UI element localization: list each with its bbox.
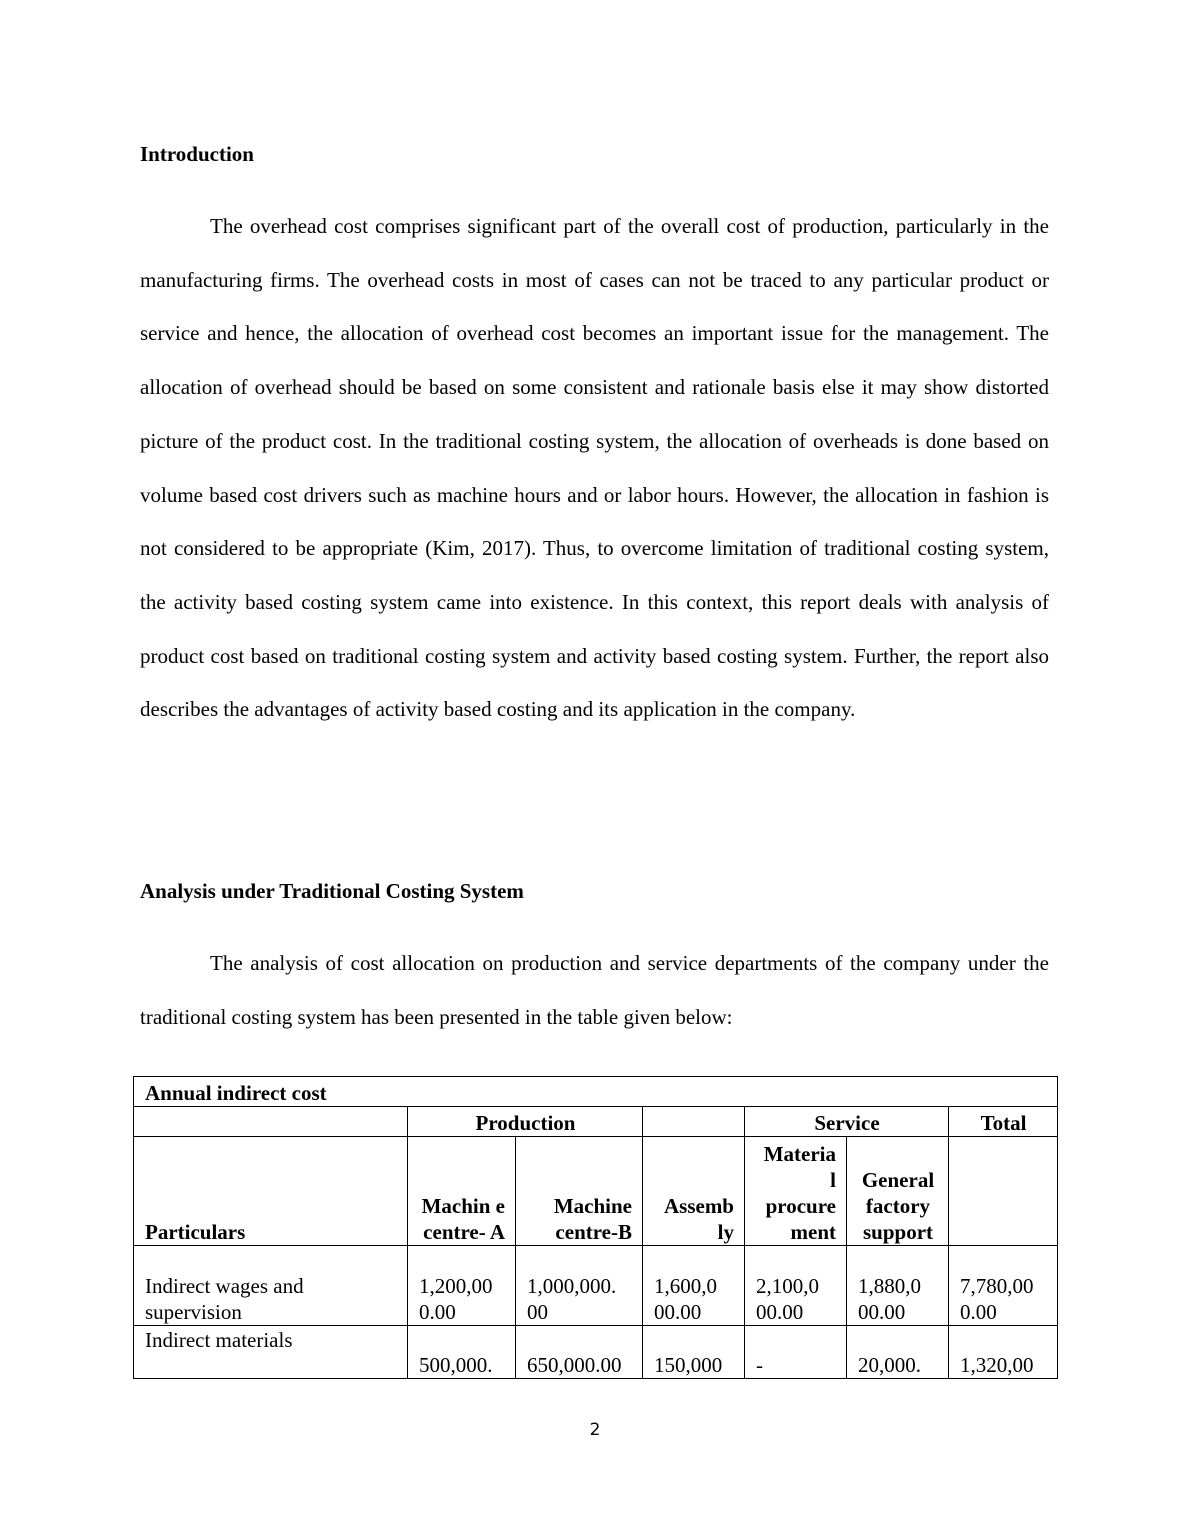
assembly-value: 150,000 [643,1326,745,1379]
annual-indirect-cost-table [133,1076,1058,1379]
machine-b-value: 1,000,000. 00 [516,1246,643,1326]
machine-b-value: 650,000.00 [516,1326,643,1379]
machine-b-header: Machine centre-B [516,1137,643,1246]
table-empty-cell [949,1137,1058,1246]
table-title: Annual indirect cost [134,1077,1058,1107]
table-empty-cell [134,1107,408,1137]
table-row [134,1326,1058,1379]
machine-a-value: 1,200,00 0.00 [408,1246,516,1326]
particulars-header: Particulars [134,1137,408,1246]
introduction-paragraph: The overhead cost comprises significant part of the overall cost of production, particularly in the manufacturing firms. The overhead costs in most of cases can not be traced to any particular product or service and hence, the allocation of overhead cost becomes an important issue for the management. The allocation of overhead should be based on some consistent and rationale basis else it may show distorted picture of the product cost. In the traditional costing system, the allocation of overheads is done based on volume based cost drivers such as machine hours and or labor hours. However, the allocation in fashion is not considered to be appropriate (Kim, 2017). Thus, to overcome limitation of traditional costing system, the activity based costing system came into existence. In this context, this report deals with analysis of product cost based on traditional costing system and activity based costing system. Further, the report also describes the advantages of activity based costing and its application in the company. [140,214,1049,722]
assembly-value: 1,600,0 00.00 [643,1246,745,1326]
total-group-header: Total [949,1107,1058,1137]
machine-a-header: Machin e centre- A [408,1137,516,1246]
analysis-paragraph: The analysis of cost allocation on production and service departments of the company under the traditional costing system has been presented in the table given below: [140,951,1049,1029]
general-factory-support-value: 20,000. [847,1326,949,1379]
service-group-header: Service [745,1107,949,1137]
row-label: Indirect wages and supervision [134,1246,408,1326]
material-procurement-value: 2,100,0 00.00 [745,1246,847,1326]
production-group-header: Production [408,1107,643,1137]
analysis-heading: Analysis under Traditional Costing System [140,879,524,903]
general-factory-support-header: General factory support [847,1137,949,1246]
machine-a-value: 500,000. [408,1326,516,1379]
page-number: 2 [589,1420,601,1440]
table-row [134,1246,1058,1326]
general-factory-support-value: 1,880,0 00.00 [847,1246,949,1326]
total-value: 7,780,00 0.00 [949,1246,1058,1326]
total-value: 1,320,00 [949,1326,1058,1379]
material-procurement-value: - [745,1326,847,1379]
assembly-header: Assemb ly [643,1137,745,1246]
introduction-heading: Introduction [140,142,254,166]
row-label: Indirect materials [134,1326,408,1379]
material-procurement-header: Materia l procure ment [745,1137,847,1246]
table-empty-cell [643,1107,745,1137]
